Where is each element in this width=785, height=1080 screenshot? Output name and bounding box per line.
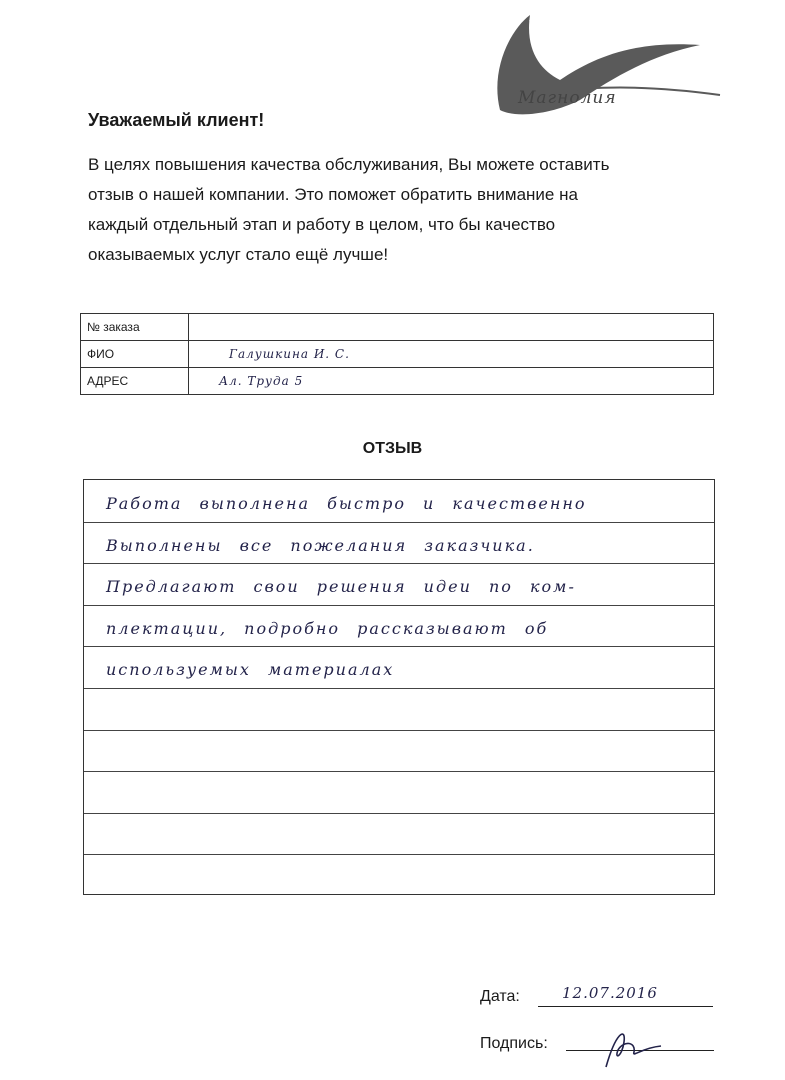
- intro-line: отзыв о нашей компании. Это поможет обратить внимание на: [88, 185, 578, 204]
- address-label: АДРЕС: [81, 368, 189, 395]
- intro-line: оказываемых услуг стало ещё лучше!: [88, 245, 389, 264]
- fio-field[interactable]: Галушкина И. С.: [189, 341, 714, 368]
- review-title: ОТЗЫВ: [362, 440, 423, 457]
- intro-line: В целях повышения качества обслуживания, Вы можете оставить: [88, 155, 610, 174]
- signature-label: Подпись:: [480, 1035, 548, 1052]
- review-rule: [84, 605, 714, 606]
- review-line-text: Предлагают свои решения идеи по ком-: [106, 577, 576, 597]
- fio-label: ФИО: [81, 341, 189, 368]
- review-line-text: плектации, подробно рассказывают об: [106, 618, 549, 638]
- logo-brand-text: Магнолия: [518, 88, 617, 108]
- table-row: [81, 314, 714, 341]
- date-field[interactable]: 12.07.2016: [562, 984, 658, 1002]
- review-rule: [84, 730, 714, 731]
- review-rule: [84, 771, 714, 772]
- date-underline: [538, 1006, 713, 1007]
- date-label: Дата:: [480, 988, 520, 1005]
- review-line-text: Работа выполнена быстро и качественно: [106, 494, 587, 513]
- review-rule: [84, 854, 714, 855]
- order-number-field[interactable]: [189, 314, 714, 341]
- review-rule: [84, 563, 714, 564]
- review-rule: [84, 522, 714, 523]
- intro-line: каждый отдельный этап и работу в целом, что бы качество: [88, 215, 556, 234]
- review-rule: [84, 813, 714, 814]
- intro-paragraph: [88, 150, 728, 270]
- table-row: [81, 368, 714, 395]
- review-rule: [84, 688, 714, 689]
- signature-mark[interactable]: [596, 1022, 666, 1072]
- review-rule: [84, 646, 714, 647]
- table-row: [81, 341, 714, 368]
- order-info-table: [80, 313, 714, 395]
- review-line-text: Выполнены все пожелания заказчика.: [106, 535, 535, 555]
- order-number-label: № заказа: [81, 314, 189, 341]
- review-box[interactable]: [83, 479, 715, 895]
- greeting-heading: Уважаемый клиент!: [88, 110, 265, 130]
- review-line-text: используемых материалах: [106, 660, 395, 680]
- address-field[interactable]: Ал. Труда 5: [189, 368, 714, 395]
